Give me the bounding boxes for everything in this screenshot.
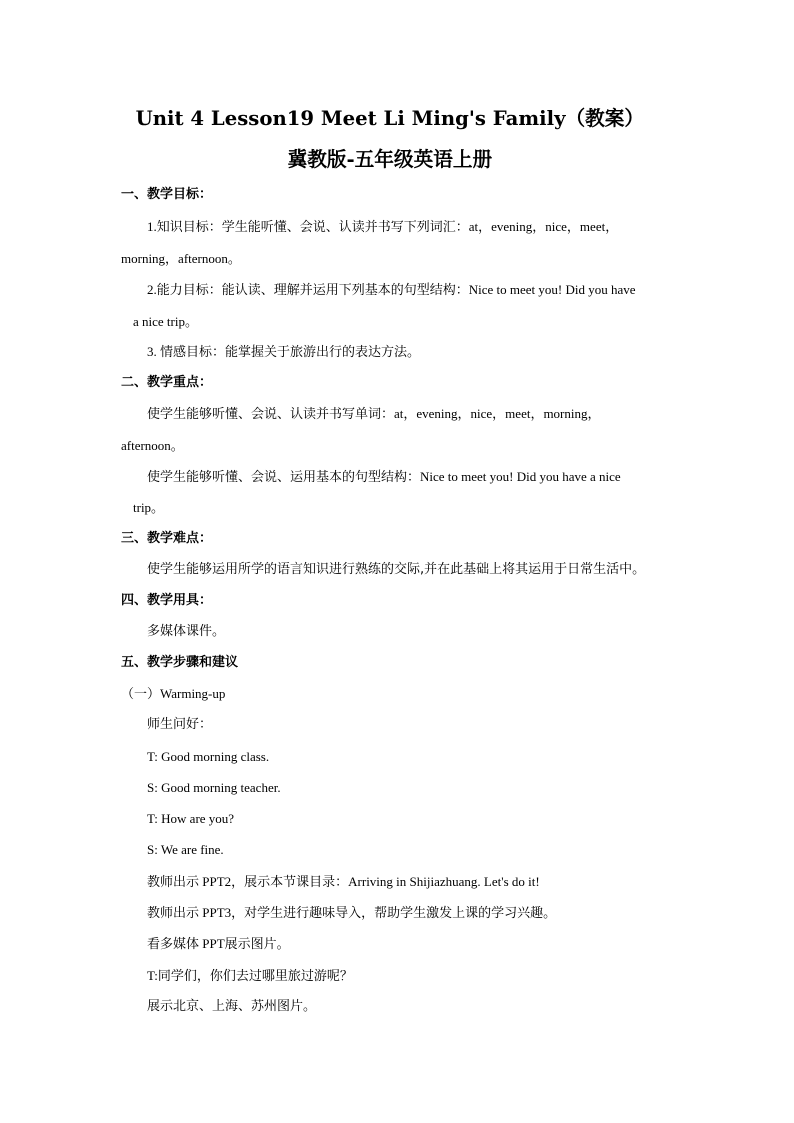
objective-knowledge-line2: morning，afternoon。 xyxy=(121,251,241,266)
objective-knowledge-line1: 1.知识目标：学生能听懂、会说、认读并书写下列词汇：at，evening，nice，meet， xyxy=(147,219,619,234)
objective-ability-line2: a nice trip。 xyxy=(133,314,198,329)
objective-ability-line1: 2.能力目标：能认读、理解并运用下列基本的句型结构：Nice to meet you! Did you have xyxy=(147,282,636,297)
dialogue-line-2: S: Good morning teacher. xyxy=(147,780,281,795)
dialogue-line-4: S: We are fine. xyxy=(147,842,224,857)
dialogue-line-1: T: Good morning class. xyxy=(147,749,270,764)
dialogue-line-3: T: How are you? xyxy=(147,811,235,826)
key-point-1-line1: 使学生能够听懂、会说、认读并书写单词：at，evening，nice，meet，morning， xyxy=(147,406,601,421)
key-point-1-line2: afternoon。 xyxy=(121,438,184,453)
section-heading-objectives: 一、教学目标： xyxy=(121,187,213,202)
difficulty-text: 使学生能够运用所学的语言知识进行熟练的交际,并在此基础上将其运用于日常生活中。 xyxy=(147,562,646,577)
step-ppt3: 教师出示 PPT3，对学生进行趣味导入，帮助学生激发上课的学习兴趣。 xyxy=(147,905,557,920)
document-subtitle: 冀教版-五年级英语上册 xyxy=(287,147,493,171)
key-point-2-line2: trip。 xyxy=(133,500,165,515)
step-greeting: 师生问好： xyxy=(147,717,213,732)
subsection-warming-up: （一）Warming-up xyxy=(121,686,226,701)
section-heading-difficulties: 三、教学难点： xyxy=(121,531,213,546)
step-ppt2: 教师出示 PPT2，展示本节课目录：Arriving in Shijiazhuang. Let's do it! xyxy=(147,874,540,889)
section-heading-key-points: 二、教学重点： xyxy=(121,375,213,390)
section-heading-steps: 五、教学步骤和建议 xyxy=(121,655,239,670)
objective-emotion: 3. 情感目标：能掌握关于旅游出行的表达方法。 xyxy=(147,344,421,359)
section-heading-materials: 四、教学用具： xyxy=(121,593,213,608)
step-show-cities: 展示北京、上海、苏州图片。 xyxy=(147,999,317,1014)
materials-text: 多媒体课件。 xyxy=(147,624,226,639)
document-title: Unit 4 Lesson19 Meet Li Ming's Family（教案） xyxy=(135,106,645,130)
step-teacher-question: T:同学们，你们去过哪里旅过游呢？ xyxy=(147,968,353,983)
step-show-pictures: 看多媒体 PPT展示图片。 xyxy=(147,936,290,951)
key-point-2-line1: 使学生能够听懂、会说、运用基本的句型结构：Nice to meet you! Did you have a nice xyxy=(147,469,621,484)
